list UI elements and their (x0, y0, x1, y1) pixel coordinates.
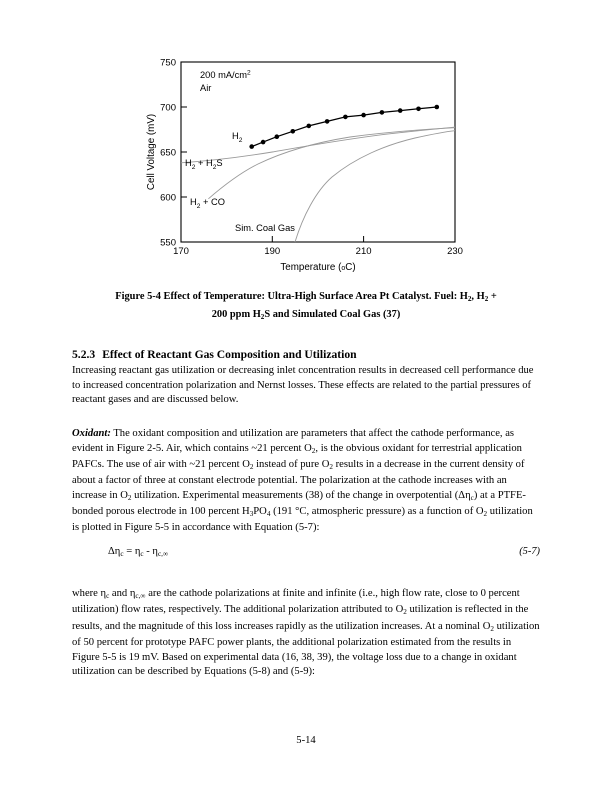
figure-caption (72, 289, 540, 326)
annotation-h2-co: $H_2$ + CO (190, 197, 225, 210)
equation-5-7-body: $\Delta\eta_c = \eta_c - \eta_{c,\infty}$ (108, 546, 169, 558)
x-tick-190: 190 (264, 246, 281, 257)
x-axis-tick-labels (173, 246, 463, 257)
y-tick-600: 600 (160, 192, 176, 204)
oxidant-lead-term: Oxidant: (72, 428, 111, 439)
paragraph-where: where $\eta_c$ and $\eta_{c,\infty}$ are the cathode polarizations at finite and infinite (i.e., high flow rate, close to 0 percent utilization) flow rates, respectively. The additional polarization attributed to $O_2$ utilization is reflected in the results, and the magnitude of this loss increases rapidly as the utilization increases. At a nominal $O_2$ utilization of 50 percent for prototype PAFC power plants, the additional polarization estimated from the results in Figure 5-5 is 19 mV. Based on experimental data (16, 38, 39), the voltage loss due to a change in oxidant utilization can be described by Equations (5-8) and (5-9): (72, 588, 540, 678)
y-tick-700: 700 (160, 102, 176, 114)
annotation-h2: $H_2$ (232, 131, 243, 144)
x-axis-title: Temperature (oC) (280, 262, 356, 273)
y-tick-750: 750 (160, 57, 176, 69)
x-tick-210: 210 (355, 246, 372, 257)
y-axis-title: Cell Voltage (mV) (146, 113, 157, 191)
annotation-h2-h2s: $H_2 + H_2S$ (185, 158, 223, 171)
section-title: Effect of Reactant Gas Composition and Utilization (102, 348, 357, 361)
annotation-current-density: 200 $mA/cm^2$ (200, 69, 251, 80)
section-heading (72, 347, 540, 362)
cell-voltage-vs-temperature-chart (140, 50, 470, 280)
y-tick-650: 650 (160, 147, 176, 159)
figure-caption-line2: 200 ppm $H_2S$ and Simulated Coal Gas (37) (211, 309, 401, 322)
y-tick-550: 550 (160, 237, 176, 249)
equation-5-7-number: (5-7) (519, 546, 540, 557)
paragraph-intro: Increasing reactant gas utilization or decreasing inlet concentration results in decreased cell performance due to increased concentration polarization and Nernst losses. These effects are related to the partial pressures of reactant gases and are discussed below. (72, 365, 534, 406)
section-number: 5.2.3 (72, 348, 96, 361)
y-axis-tick-labels (160, 58, 176, 249)
page-number: 5-14 (296, 735, 316, 746)
x-tick-170: 170 (173, 246, 189, 257)
equation-5-7-row (72, 545, 540, 561)
plot-frame (181, 62, 455, 242)
chart-figure (140, 50, 470, 280)
annotation-air: Air (200, 83, 212, 93)
annotation-sim-coal-gas: Sim. Coal Gas (235, 223, 295, 233)
figure-block (0, 50, 612, 280)
figure-caption-line1: Figure 5-4 Effect of Temperature: Ultra-High Surface Area Pt Catalyst. Fuel: $H_2$, $H_2$ + (115, 291, 497, 303)
paragraph-oxidant: Oxidant: The oxidant composition and utilization are parameters that affect the cathode performance, as evident in Figure 2-5. Air, which contains ~21 percent $O_2$, is the obvious oxidant for terrestrial application PAFCs. The use of air with ~21 percent $O_2$ instead of pure $O_2$ results in a decrease in the current density of about a factor of three at constant electrode potential. The polarization at the cathode increases with an increase in $O_2$ utilization. Experimental measurements (38) of the change in overpotential $(\Delta\eta_c)$ at a PTFE-bonded porous electrode in 100 percent $H_3PO_4$ (191 °C, atmospheric pressure) as a function of $O_2$ utilization is plotted in Figure 5-5 in accordance with Equation (5-7): (72, 428, 533, 534)
x-tick-230: 230 (447, 246, 463, 257)
